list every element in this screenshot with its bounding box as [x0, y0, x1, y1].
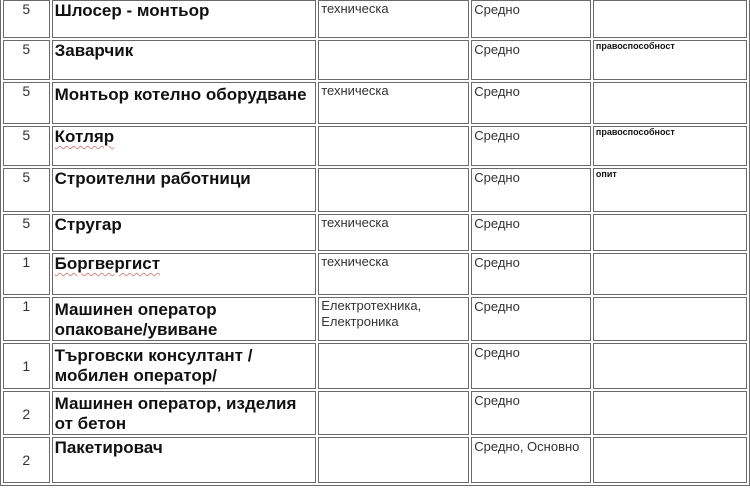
job-education: Средно [471, 297, 591, 341]
job-specialty [318, 343, 469, 389]
job-note [593, 343, 747, 389]
job-education: Средно [471, 82, 591, 124]
table-row [3, 343, 747, 389]
job-education: Средно [471, 214, 591, 251]
table-row [3, 253, 747, 295]
job-education: Средно [471, 253, 591, 295]
positions-count: 5 [3, 126, 50, 166]
positions-count: 5 [3, 40, 50, 80]
positions-count: 2 [3, 437, 50, 483]
job-title: Машинен оператор опаковане/увиване [52, 297, 317, 341]
table-row [3, 437, 747, 483]
positions-count: 1 [3, 343, 50, 389]
job-title: Пакетировач [52, 437, 317, 483]
positions-count: 5 [3, 168, 50, 212]
job-title: Търговски консултант /мобилен оператор/ [52, 343, 317, 389]
job-note [593, 253, 747, 295]
job-title [52, 126, 317, 166]
job-note [593, 214, 747, 251]
table-row [3, 126, 747, 166]
job-title: Стругар [52, 214, 317, 251]
job-note [593, 0, 747, 38]
job-specialty: техническа [318, 253, 469, 295]
positions-count: 1 [3, 253, 50, 295]
table-row [3, 0, 747, 38]
table-row [3, 168, 747, 212]
job-title: Строителни работници [52, 168, 317, 212]
job-title: Монтьор котелно оборудване [52, 82, 317, 124]
job-note [593, 82, 747, 124]
job-title: Машинен оператор, изделия от бетон [52, 391, 317, 435]
job-education: Средно [471, 168, 591, 212]
positions-count: 2 [3, 391, 50, 435]
job-education: Средно [471, 0, 591, 38]
job-title-text: Боргвергист [54, 254, 161, 273]
job-note: правоспособност [593, 126, 747, 166]
positions-count: 5 [3, 214, 50, 251]
positions-count: 5 [3, 82, 50, 124]
job-specialty [318, 168, 469, 212]
job-note: опит [593, 168, 747, 212]
job-education: Средно [471, 391, 591, 435]
positions-count: 5 [3, 0, 50, 38]
job-note [593, 437, 747, 483]
job-title [52, 253, 317, 295]
table-row [3, 297, 747, 341]
job-specialty: Електротехника, Електроника [318, 297, 469, 341]
job-title: Шлосер - монтьор [52, 0, 317, 38]
table-row [3, 82, 747, 124]
job-specialty: техническа [318, 214, 469, 251]
positions-count: 1 [3, 297, 50, 341]
job-education: Средно [471, 126, 591, 166]
job-specialty: техническа [318, 0, 469, 38]
job-specialty [318, 126, 469, 166]
job-note [593, 391, 747, 435]
job-education: Средно [471, 40, 591, 80]
job-education: Средно [471, 343, 591, 389]
job-education: Средно, Основно [471, 437, 591, 483]
job-title-text: Котляр [54, 127, 115, 146]
job-note [593, 297, 747, 341]
table-row [3, 40, 747, 80]
job-title: Заварчик [52, 40, 317, 80]
job-specialty [318, 40, 469, 80]
table-row [3, 214, 747, 251]
job-specialty: техническа [318, 82, 469, 124]
job-note: правоспособност [593, 40, 747, 80]
job-specialty [318, 437, 469, 483]
job-specialty [318, 391, 469, 435]
table-row [3, 391, 747, 435]
